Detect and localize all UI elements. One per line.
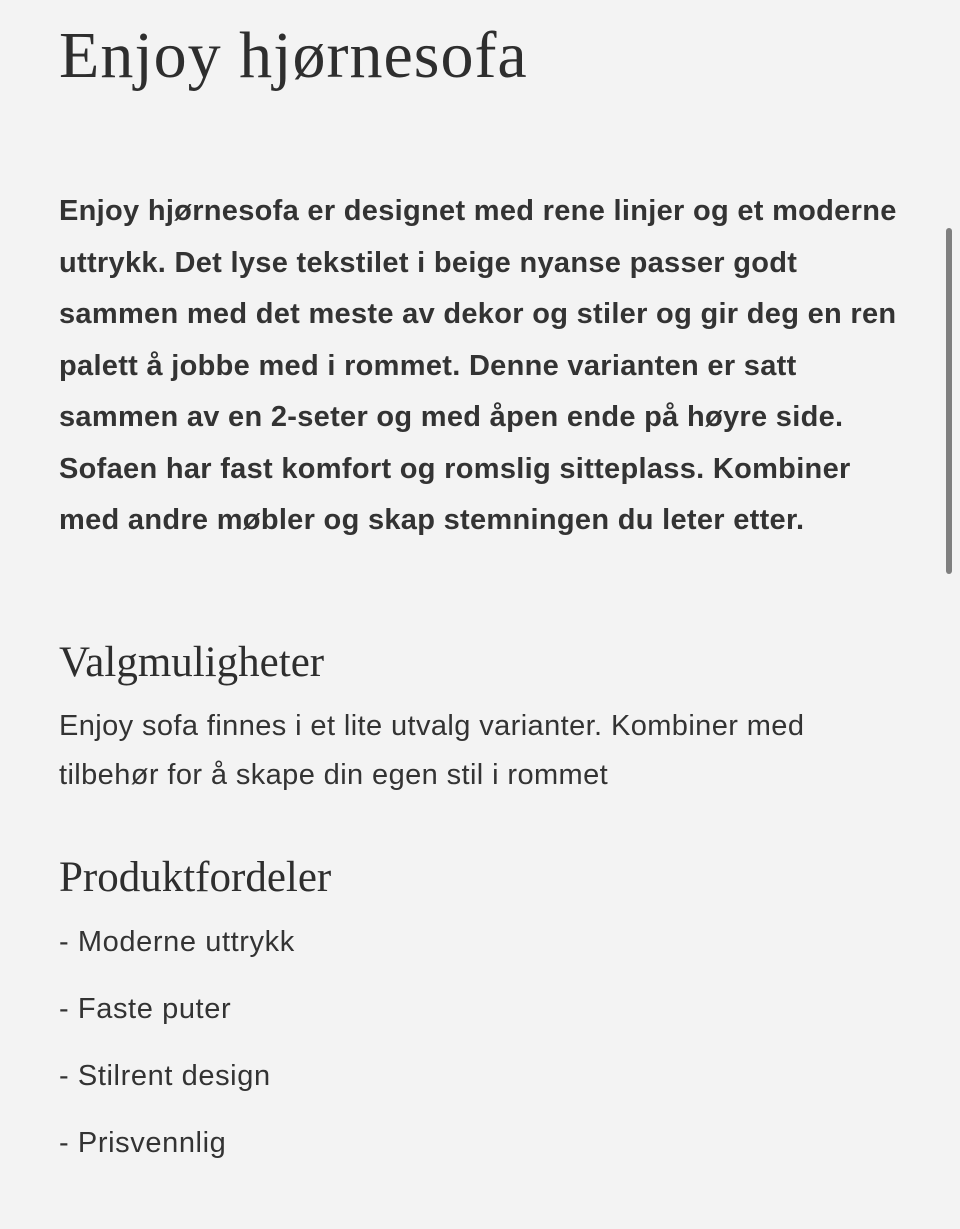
product-description: Enjoy hjørnesofa er designet med rene linjer og et moderne uttrykk. Det lyse tekstilet i beige nyanse passer godt sammen med det meste av dekor og stiler og gir deg en ren palett å jobbe med i rommet. Denne varianten er satt sammen av en 2-seter og med åpen ende på høyre side. Sofaen har fast komfort og romslig sitteplass. Kombiner med andre møbler og skap stemningen du leter etter. — [59, 195, 897, 536]
benefits-list — [59, 918, 295, 1186]
benefits-heading: Produktfordeler — [59, 854, 332, 901]
benefit-item: - Prisvennlig — [59, 1127, 227, 1159]
benefit-item: - Faste puter — [59, 993, 232, 1025]
vertical-scrollbar[interactable] — [946, 228, 952, 574]
product-title: Enjoy hjørnesofa — [59, 19, 528, 92]
benefit-item: - Moderne uttrykk — [59, 926, 295, 958]
benefit-item: - Stilrent design — [59, 1060, 271, 1092]
options-text: Enjoy sofa finnes i et lite utvalg varianter. Kombiner med tilbehør for å skape din egen stil i rommet — [59, 710, 805, 791]
options-heading: Valgmuligheter — [59, 639, 325, 686]
